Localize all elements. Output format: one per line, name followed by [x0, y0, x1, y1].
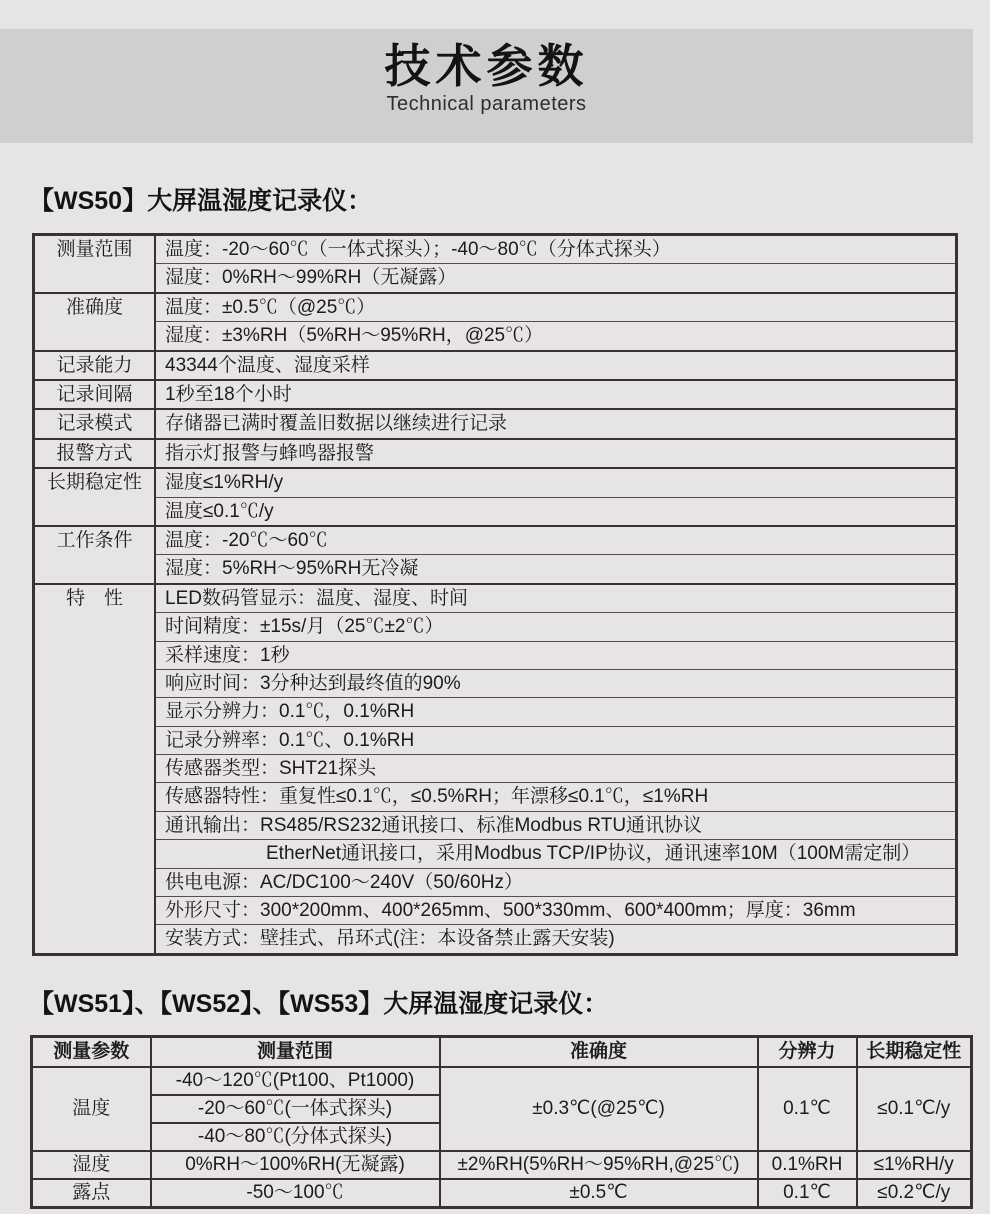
- spec-row: 湿度：±3%RH（5%RH～95%RH，@25℃）: [156, 321, 955, 349]
- cell-range: 0%RH～100%RH(无凝露): [151, 1151, 440, 1179]
- spec-row: 传感器特性：重复性≤0.1℃，≤0.5%RH；年漂移≤0.1℃，≤1%RH: [156, 782, 955, 810]
- cell-accuracy: ±0.3℃(@25℃): [440, 1067, 758, 1151]
- cell-param-humidity: 湿度: [32, 1151, 151, 1179]
- spec-row: 响应时间：3分种达到最终值的90%: [156, 669, 955, 697]
- column-header-stability: 长期稳定性: [857, 1037, 972, 1068]
- cell-accuracy: ±2%RH(5%RH～95%RH,@25℃): [440, 1151, 758, 1179]
- spec-group-values: [156, 527, 955, 583]
- spec-group-features: [35, 583, 955, 953]
- spec-group-label: 准确度: [35, 294, 156, 350]
- spec-row: 外形尺寸：300*200mm、400*265mm、500*330mm、600*400mm；厚度：36mm: [156, 896, 955, 924]
- cell-accuracy: ±0.5℃: [440, 1179, 758, 1208]
- table-row-humidity: [32, 1151, 972, 1179]
- table-header-row: [32, 1037, 972, 1068]
- spec-group-values: [156, 236, 955, 292]
- spec-group-long-term-stability: [35, 467, 955, 525]
- spec-row: 湿度：5%RH～95%RH无冷凝: [156, 554, 955, 582]
- column-header-range: 测量范围: [151, 1037, 440, 1068]
- spec-row: 温度：-20℃～60℃: [165, 529, 328, 551]
- cell-param-temperature: 温度: [32, 1067, 151, 1151]
- spec-row: 安装方式：壁挂式、吊环式(注：本设备禁止露天安装): [156, 924, 955, 952]
- spec-row: 湿度≤1%RH/y: [165, 472, 284, 494]
- spec-row: 指示灯报警与蜂鸣器报警: [165, 442, 375, 464]
- spec-group-values: [156, 352, 955, 379]
- cell-resolution: 0.1℃: [758, 1179, 857, 1208]
- spec-row: 采样速度：1秒: [156, 641, 955, 669]
- spec-row: 记录分辨率：0.1℃、0.1%RH: [156, 726, 955, 754]
- cell-stability: ≤0.1℃/y: [857, 1067, 972, 1151]
- spec-group-label: 工作条件: [35, 527, 156, 583]
- spec-group-record-mode: [35, 408, 955, 437]
- cell-range: -40～120℃(Pt100、Pt1000): [151, 1067, 440, 1095]
- cell-range: -50～100℃: [151, 1179, 440, 1208]
- spec-row: 供电电源：AC/DC100～240V（50/60Hz）: [156, 868, 955, 896]
- cell-param-dew-point: 露点: [32, 1179, 151, 1208]
- ws51-53-spec-table: [30, 1035, 973, 1209]
- spec-group-label: 报警方式: [35, 440, 156, 467]
- spec-group-record-capacity: [35, 350, 955, 379]
- spec-row: 温度≤0.1℃/y: [156, 497, 955, 525]
- spec-group-values: [156, 469, 955, 525]
- ws50-spec-table: [32, 233, 958, 956]
- spec-group-values: [156, 410, 955, 437]
- cell-resolution: 0.1℃: [758, 1067, 857, 1151]
- spec-row: 显示分辨力：0.1℃，0.1%RH: [156, 697, 955, 725]
- page-subtitle: Technical parameters: [386, 93, 587, 115]
- title-banner: [0, 29, 973, 143]
- spec-row: LED数码管显示：温度、湿度、时间: [165, 587, 468, 609]
- spec-row: 43344个温度、湿度采样: [165, 354, 370, 376]
- page-title: 技术参数: [384, 40, 589, 92]
- table-row-temperature: [32, 1067, 972, 1095]
- column-header-param: 测量参数: [32, 1037, 151, 1068]
- cell-resolution: 0.1%RH: [758, 1151, 857, 1179]
- spec-row: 温度：-20～60℃（一体式探头）；-40～80℃（分体式探头）: [165, 239, 671, 260]
- spec-group-values: [156, 585, 955, 953]
- spec-group-working-conditions: [35, 525, 955, 583]
- spec-group-label: 特 性: [35, 585, 156, 953]
- cell-stability: ≤1%RH/y: [857, 1151, 972, 1179]
- spec-group-label: 长期稳定性: [35, 469, 156, 525]
- column-header-resolution: 分辨力: [758, 1037, 857, 1068]
- spec-group-record-interval: [35, 379, 955, 408]
- section-heading-ws50: 【WS50】大屏温湿度记录仪：: [29, 187, 373, 215]
- spec-group-measure-range: [35, 236, 955, 292]
- spec-row: 存储器已满时覆盖旧数据以继续进行记录: [165, 413, 508, 435]
- spec-row-continuation: EtherNet通讯接口，采用Modbus TCP/IP协议，通讯速率10M（100M需定制）: [156, 839, 955, 867]
- spec-group-values: [156, 381, 955, 408]
- column-header-accuracy: 准确度: [440, 1037, 758, 1068]
- section-heading-ws51-ws52-ws53: 【WS51】、【WS52】、【WS53】大屏温湿度记录仪：: [29, 990, 609, 1018]
- spec-group-label: 测量范围: [35, 236, 156, 292]
- table-row-dew-point: [32, 1179, 972, 1208]
- cell-range: -40～80℃(分体式探头): [151, 1123, 440, 1151]
- spec-group-values: [156, 440, 955, 467]
- spec-group-label: 记录间隔: [35, 381, 156, 408]
- spec-group-accuracy: [35, 292, 955, 350]
- spec-group-label: 记录模式: [35, 410, 156, 437]
- spec-row: 时间精度：±15s/月（25℃±2℃）: [156, 612, 955, 640]
- spec-row: 温度：±0.5℃（@25℃）: [165, 296, 376, 318]
- spec-row: 湿度：0%RH～99%RH（无凝露）: [156, 263, 955, 291]
- cell-stability: ≤0.2℃/y: [857, 1179, 972, 1208]
- spec-row: 传感器类型：SHT21探头: [156, 754, 955, 782]
- spec-row: 通讯输出：RS485/RS232通讯接口、标准Modbus RTU通讯协议: [156, 811, 955, 839]
- spec-group-label: 记录能力: [35, 352, 156, 379]
- spec-row: 1秒至18个小时: [165, 383, 292, 405]
- spec-group-values: [156, 294, 955, 350]
- cell-range: -20～60℃(一体式探头): [151, 1095, 440, 1123]
- spec-group-alarm-mode: [35, 438, 955, 467]
